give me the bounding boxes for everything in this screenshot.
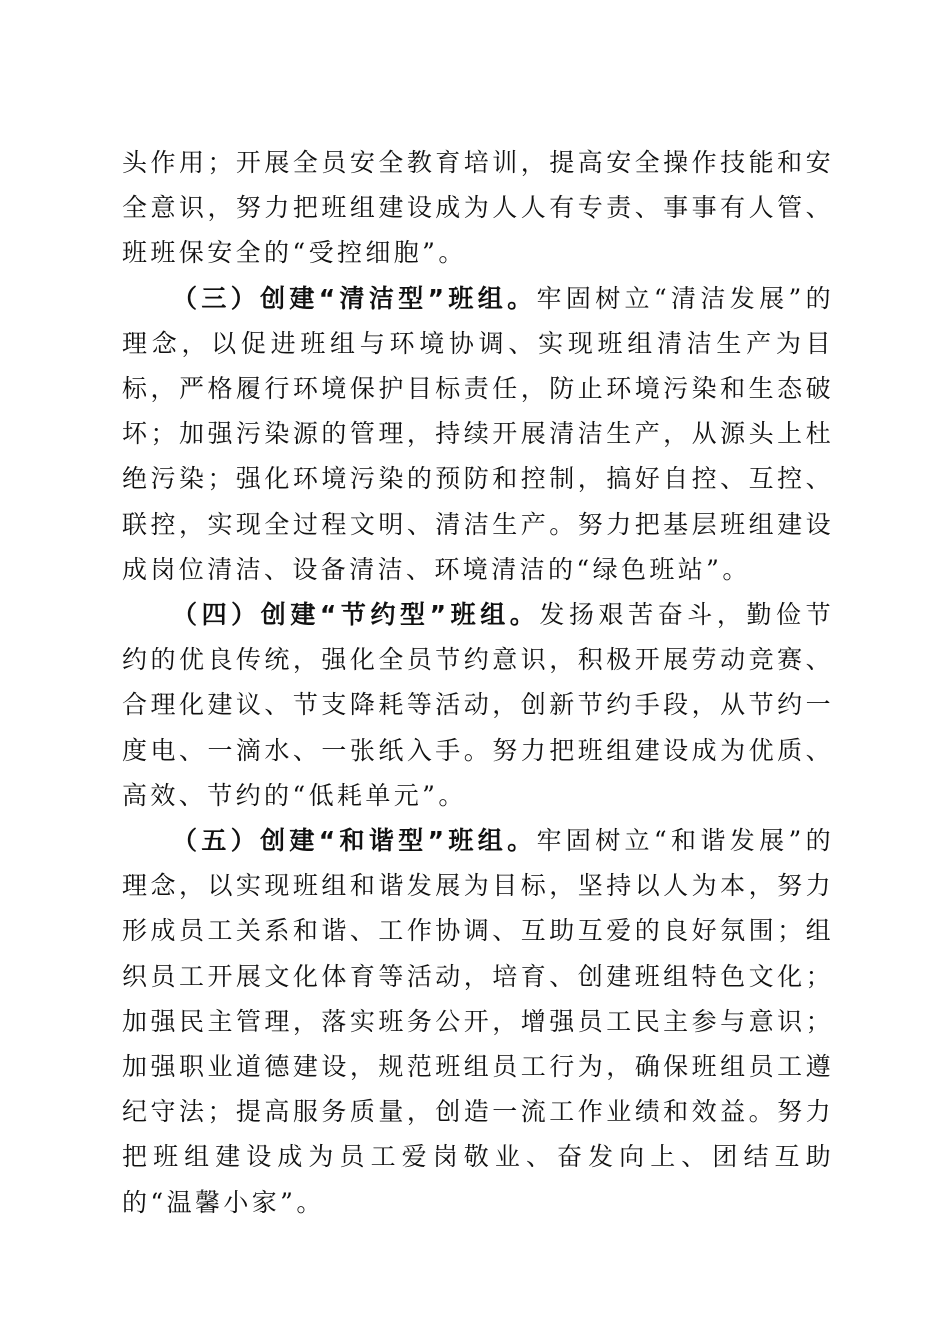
section-body-4: 发扬艰苦奋斗，勤俭节约的优良传统，强化全员节约意识，积极开展劳动竞赛、合理化建议、节支降耗等活动，创新节约手段，从节约一度电、一滴水、一张纸入手。努力把班组建设成为优质、高效、节约的“低耗单元”。 bbox=[122, 600, 834, 810]
section-heading-4: （四）创建“节约型”班组。 bbox=[172, 600, 540, 630]
section-heading-5: （五）创建“和谐型”班组。 bbox=[172, 826, 537, 856]
section-body-5: 牢固树立“和谐发展”的理念，以实现班组和谐发展为目标，坚持以人为本，努力形成员工关系和谐、工作协调、互助互爱的良好氛围；组织员工开展文化体育等活动，培育、创建班组特色文化；加强民主管理，落实班务公开，增强员工民主参与意识；加强职业道德建设，规范班组员工行为，确保班组员工遵纪守法；提高服务质量，创造一流工作业绩和效益。努力把班组建设成为员工爱岗敬业、奋发向上、团结互助的“温馨小家”。 bbox=[122, 826, 834, 1217]
section-body-3: 牢固树立“清洁发展”的理念，以促进班组与环境协调、实现班组清洁生产为目标，严格履行环境保护目标责任，防止环境污染和生态破坏；加强污染源的管理，持续开展清洁生产，从源头上杜绝污染；强化环境污染的预防和控制，搞好自控、互控、联控，实现全过程文明、清洁生产。努力把基层班组建设成岗位清洁、设备清洁、环境清洁的“绿色班站”。 bbox=[122, 283, 834, 584]
document-body bbox=[122, 140, 834, 1225]
paragraph-continuation: 头作用；开展全员安全教育培训，提高安全操作技能和安全意识，努力把班组建设成为人人有专责、事事有人管、班班保安全的“受控细胞”。 bbox=[122, 148, 834, 268]
paragraph-section-4 bbox=[122, 592, 834, 818]
paragraph-section-5 bbox=[122, 818, 834, 1225]
section-heading-3: （三）创建“清洁型”班组。 bbox=[172, 283, 537, 313]
paragraph-section-3 bbox=[122, 276, 834, 592]
